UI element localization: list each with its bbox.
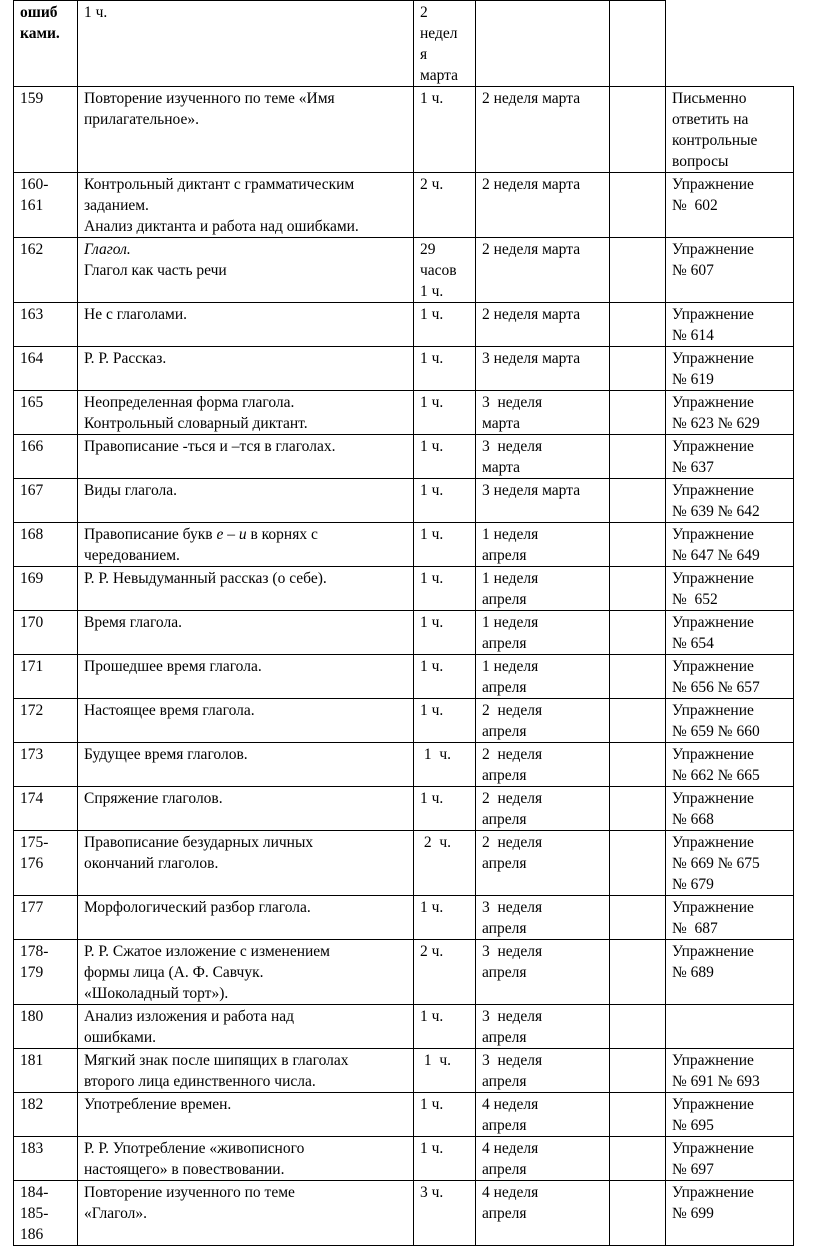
cell-extra <box>610 391 666 435</box>
cell-week: 2 неделя марта <box>476 303 610 347</box>
cell-hours: 1 ч. <box>414 743 476 787</box>
table-row <box>14 940 794 1005</box>
cell-lesson-number: 174 <box>14 787 78 831</box>
cell-lesson-topic: Контрольный диктант с грамматическим заданием. Анализ диктанта и работа над ошибками. <box>78 173 414 238</box>
table-row <box>14 1093 794 1137</box>
cell-lesson-number: 181 <box>14 1049 78 1093</box>
cell-lesson-topic: Употребление времен. <box>78 1093 414 1137</box>
topic-fragment: е – и <box>216 526 247 543</box>
table-row <box>14 896 794 940</box>
cell-lesson-topic: Время глагола. <box>78 611 414 655</box>
table-row <box>14 303 794 347</box>
cell-lesson-topic: Р. Р. Сжатое изложение с изменением формы лица (А. Ф. Савчук. «Шоколадный торт»). <box>78 940 414 1005</box>
cell-homework <box>666 1005 794 1049</box>
cell-homework: Упражнение № 623 № 629 <box>666 391 794 435</box>
cell-lesson-number: 184- 185- 186 <box>14 1181 78 1246</box>
cell-lesson-number: 173 <box>14 743 78 787</box>
cell-week: 1 неделя апреля <box>476 655 610 699</box>
cell-week: 3 неделя апреля <box>476 1005 610 1049</box>
table-row <box>14 787 794 831</box>
cell-homework: Упражнение № 662 № 665 <box>666 743 794 787</box>
cell-lesson-topic: Р. Р. Рассказ. <box>78 347 414 391</box>
cell-hours: 2 ч. <box>414 173 476 238</box>
cell-hours: 1 ч. <box>414 391 476 435</box>
cell-lesson-number: 165 <box>14 391 78 435</box>
cell-homework: Упражнение № 654 <box>666 611 794 655</box>
cell-homework: Упражнение № 689 <box>666 940 794 1005</box>
cell-extra <box>610 1005 666 1049</box>
cell-extra <box>610 896 666 940</box>
cell-homework: Упражнение № 619 <box>666 347 794 391</box>
table-row <box>14 743 794 787</box>
cell-homework: Упражнение № 659 № 660 <box>666 699 794 743</box>
cell-week: 1 неделя апреля <box>476 567 610 611</box>
cell-week: 2 неделя апреля <box>476 743 610 787</box>
table-row <box>14 1181 794 1246</box>
cell-extra <box>610 1049 666 1093</box>
cell-empty <box>666 1 794 87</box>
cell-lesson-number: 177 <box>14 896 78 940</box>
cell-hours: 1 ч. <box>414 1093 476 1137</box>
cell-week: 3 неделя апреля <box>476 896 610 940</box>
table-row <box>14 699 794 743</box>
cell-hours: 2 ч. <box>414 940 476 1005</box>
cell-extra <box>610 940 666 1005</box>
cell-lesson-number: 168 <box>14 523 78 567</box>
cell-homework: Упражнение № 668 <box>666 787 794 831</box>
cell-lesson-number: 182 <box>14 1093 78 1137</box>
table-row <box>14 1005 794 1049</box>
cell-week: 2 неделя апреля <box>476 787 610 831</box>
cell-lesson-number: 175- 176 <box>14 831 78 896</box>
cell-hours: 1 ч. <box>414 787 476 831</box>
cell-extra <box>610 435 666 479</box>
cell-lesson-topic: Морфологический разбор глагола. <box>78 896 414 940</box>
cell-extra <box>610 787 666 831</box>
cell-homework: Упражнение № 691 № 693 <box>666 1049 794 1093</box>
table-row <box>14 1137 794 1181</box>
cell-homework: Упражнение № 639 № 642 <box>666 479 794 523</box>
cell-extra <box>610 347 666 391</box>
table-row <box>14 523 794 567</box>
cell-hours: 1 ч. <box>414 611 476 655</box>
table-row <box>14 238 794 303</box>
topic-fragment: Правописание букв <box>84 526 217 543</box>
cell-hours: 1 ч. <box>414 303 476 347</box>
cell-lesson-number: 167 <box>14 479 78 523</box>
cell-extra <box>610 523 666 567</box>
cell-extra <box>610 655 666 699</box>
table-row <box>14 1049 794 1093</box>
cell-week: 1 неделя апреля <box>476 611 610 655</box>
cell-lesson-number: 166 <box>14 435 78 479</box>
cell-extra <box>610 238 666 303</box>
cell-lesson-number: 183 <box>14 1137 78 1181</box>
cell-hours: 3 ч. <box>414 1181 476 1246</box>
cell-lesson-topic: Неопределенная форма глагола. Контрольный словарный диктант. <box>78 391 414 435</box>
cell-hours: 29 часов 1 ч. <box>414 238 476 303</box>
table-row <box>14 567 794 611</box>
cell-lesson-number: 178- 179 <box>14 940 78 1005</box>
cell-lesson-topic: Правописание безударных личных окончаний глаголов. <box>78 831 414 896</box>
cell-lesson-topic: Прошедшее время глагола. <box>78 655 414 699</box>
cell-extra <box>610 87 666 173</box>
cell-lesson-number: 169 <box>14 567 78 611</box>
table-row <box>14 347 794 391</box>
cell-lesson-topic: Виды глагола. <box>78 479 414 523</box>
cell-lesson-number: 171 <box>14 655 78 699</box>
cell-week: 2 неделя марта <box>476 173 610 238</box>
cell-hours: 1 ч. <box>414 896 476 940</box>
cell-homework: Упражнение № 687 <box>666 896 794 940</box>
cell-lesson-topic: Глагол. Глагол как часть речи <box>78 238 414 303</box>
cell-week: 2 неделя марта <box>476 238 610 303</box>
cell-lesson-number: 160- 161 <box>14 173 78 238</box>
cell-hours: 1 ч. <box>414 1049 476 1093</box>
cell-week: 2 неделя апреля <box>476 699 610 743</box>
cell-lesson-topic: Настоящее время глагола. <box>78 699 414 743</box>
cell-lesson-topic: Р. Р. Употребление «живописного настоящего» в повествовании. <box>78 1137 414 1181</box>
cell-lesson-topic: Мягкий знак после шипящих в глаголах второго лица единственного числа. <box>78 1049 414 1093</box>
cell-homework: Упражнение № 669 № 675 № 679 <box>666 831 794 896</box>
cell-lesson-topic: Правописание -ться и –тся в глаголах. <box>78 435 414 479</box>
cell-week: 2 неделя апреля <box>476 831 610 896</box>
cell-extra <box>610 173 666 238</box>
table-row <box>14 655 794 699</box>
cell-title: 1 ч. <box>78 1 414 87</box>
cell-hours: 1 ч. <box>414 523 476 567</box>
cell-lesson-topic: Повторение изученного по теме «Глагол». <box>78 1181 414 1246</box>
cell-homework: Упражнение № 607 <box>666 238 794 303</box>
cell-week: 3 неделя апреля <box>476 940 610 1005</box>
cell-extra <box>610 699 666 743</box>
cell-extra <box>610 303 666 347</box>
cell-lesson-number: 162 <box>14 238 78 303</box>
cell-lesson-number: 170 <box>14 611 78 655</box>
topic-fragment: в корнях с <box>246 526 318 543</box>
cell-hours: 2 ч. <box>414 831 476 896</box>
cell-week: 4 неделя апреля <box>476 1093 610 1137</box>
cell-lesson-topic: Спряжение глаголов. <box>78 787 414 831</box>
cell-lesson-topic: Будущее время глаголов. <box>78 743 414 787</box>
cell-lesson-number: 159 <box>14 87 78 173</box>
cell-week: 3 неделя марта <box>476 435 610 479</box>
table-row <box>14 391 794 435</box>
cell-extra <box>610 743 666 787</box>
cell-hours: 2 недел я марта <box>414 1 476 87</box>
cell-lesson-topic: Р. Р. Невыдуманный рассказ (о себе). <box>78 567 414 611</box>
cell-num: ошиб ками. <box>14 1 78 87</box>
cell-extra <box>610 1 666 87</box>
cell-homework: Упражнение № 697 <box>666 1137 794 1181</box>
cell-homework: Упражнение № 695 <box>666 1093 794 1137</box>
cell-homework: Письменно ответить на контрольные вопросы <box>666 87 794 173</box>
cell-extra <box>610 1137 666 1181</box>
cell-week: 3 неделя апреля <box>476 1049 610 1093</box>
cell-homework: Упражнение № 602 <box>666 173 794 238</box>
table-row <box>14 831 794 896</box>
cell-homework: Упражнение № 614 <box>666 303 794 347</box>
cell-lesson-topic: Повторение изученного по теме «Имя прилагательное». <box>78 87 414 173</box>
cell-week <box>476 1 610 87</box>
cell-week: 1 неделя апреля <box>476 523 610 567</box>
cell-extra <box>610 1181 666 1246</box>
cell-homework: Упражнение № 647 № 649 <box>666 523 794 567</box>
cell-lesson-topic: Не с глаголами. <box>78 303 414 347</box>
cell-week: 3 неделя марта <box>476 479 610 523</box>
table-row <box>14 479 794 523</box>
cell-week: 3 неделя марта <box>476 391 610 435</box>
cell-hours: 1 ч. <box>414 1005 476 1049</box>
cell-homework: Упражнение № 652 <box>666 567 794 611</box>
cell-homework: Упражнение № 699 <box>666 1181 794 1246</box>
cell-lesson-number: 172 <box>14 699 78 743</box>
cell-homework: Упражнение № 637 <box>666 435 794 479</box>
cell-week: 2 неделя марта <box>476 87 610 173</box>
table-row <box>14 173 794 238</box>
table-row <box>14 611 794 655</box>
cell-lesson-number: 164 <box>14 347 78 391</box>
cell-week: 4 неделя апреля <box>476 1181 610 1246</box>
cell-extra <box>610 567 666 611</box>
cell-week: 3 неделя марта <box>476 347 610 391</box>
cell-homework: Упражнение № 656 № 657 <box>666 655 794 699</box>
cell-hours: 1 ч. <box>414 435 476 479</box>
cell-extra <box>610 479 666 523</box>
cell-extra <box>610 611 666 655</box>
cell-lesson-number: 163 <box>14 303 78 347</box>
cell-extra <box>610 831 666 896</box>
lesson-plan-table <box>13 0 794 1246</box>
table-row <box>14 435 794 479</box>
cell-lesson-number: 180 <box>14 1005 78 1049</box>
cell-hours: 1 ч. <box>414 655 476 699</box>
cell-lesson-topic: Анализ изложения и работа над ошибками. <box>78 1005 414 1049</box>
cell-week: 4 неделя апреля <box>476 1137 610 1181</box>
table-row <box>14 87 794 173</box>
table-row-top <box>14 1 794 87</box>
cell-hours: 1 ч. <box>414 1137 476 1181</box>
cell-lesson-topic: Правописание букв е – и в корнях с чередованием. <box>78 523 414 567</box>
cell-extra <box>610 1093 666 1137</box>
cell-hours: 1 ч. <box>414 567 476 611</box>
cell-hours: 1 ч. <box>414 479 476 523</box>
cell-hours: 1 ч. <box>414 347 476 391</box>
cell-hours: 1 ч. <box>414 699 476 743</box>
cell-hours: 1 ч. <box>414 87 476 173</box>
